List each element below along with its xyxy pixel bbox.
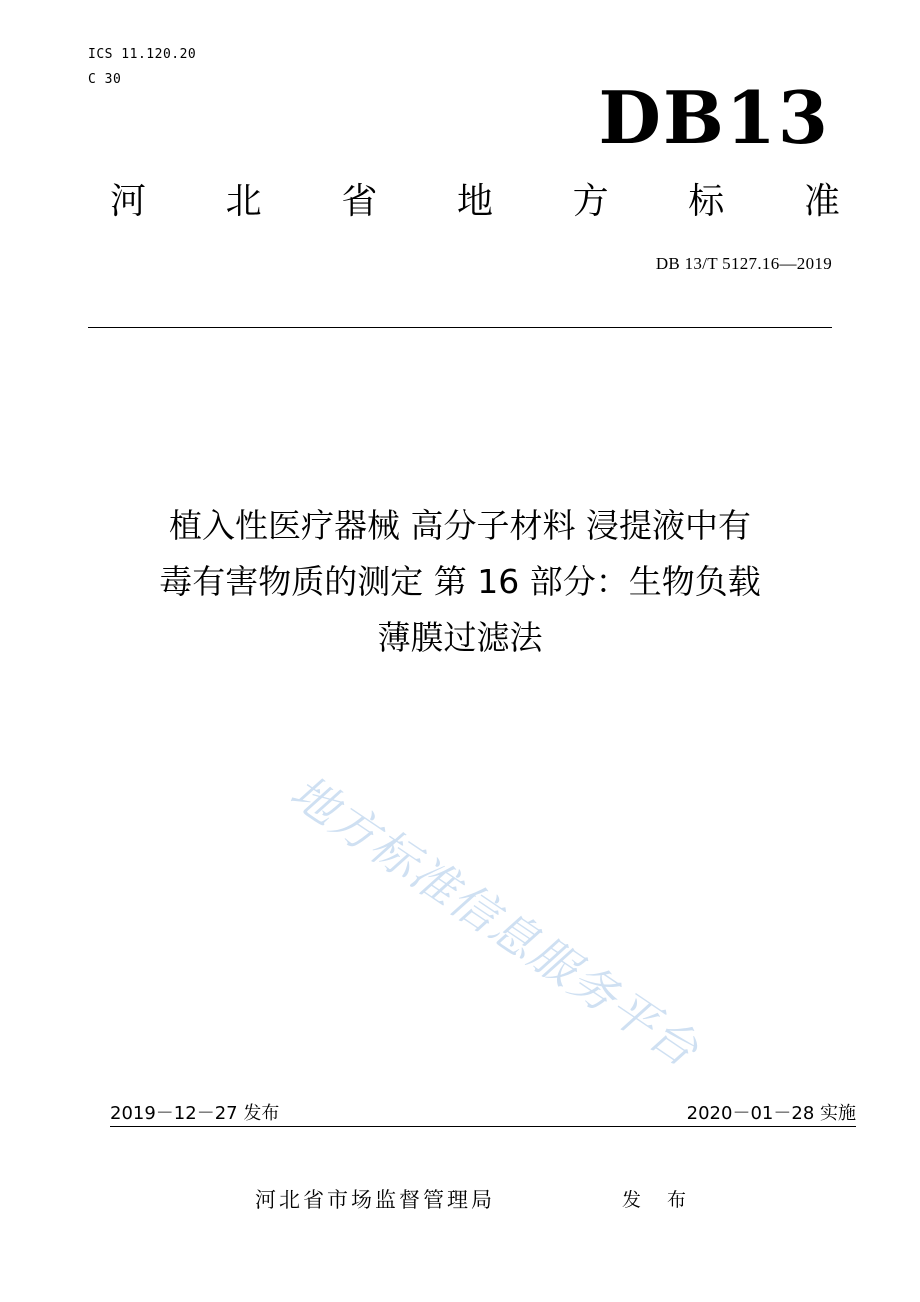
watermark: 地方标准信息服务平台 [280, 764, 710, 1078]
ics-code: ICS 11.120.20 [88, 47, 197, 62]
title-line: 薄膜过滤法 [377, 618, 543, 657]
ccs-code: C 30 [88, 72, 122, 87]
standard-type-char: 准 [803, 181, 840, 222]
implement-date: 2020－01－28 实施 [686, 1103, 856, 1124]
standard-number: DB 13/T 5127.16—2019 [655, 254, 832, 273]
top-divider [88, 327, 832, 328]
title-line: 毒有害物质的测定 第 16 部分：生物负载 [159, 562, 761, 601]
standard-type-char: 河 [110, 181, 147, 222]
publish-date: 2019－12－27 发布 [110, 1103, 280, 1124]
bottom-divider [110, 1126, 856, 1127]
standard-type-heading [110, 180, 840, 224]
standard-type-char: 地 [456, 181, 493, 222]
document-title [60, 498, 860, 666]
standard-type-char: 方 [572, 181, 609, 222]
db-logo: DB13 [598, 75, 830, 160]
standard-type-char: 省 [341, 181, 378, 222]
standard-type-char: 北 [225, 181, 262, 222]
standard-type-char: 标 [688, 181, 725, 222]
title-line: 植入性医疗器械 高分子材料 浸提液中有 [169, 506, 751, 545]
issue-label: 发 布 [622, 1189, 697, 1211]
issuing-authority: 河北省市场监督管理局 [255, 1188, 495, 1212]
